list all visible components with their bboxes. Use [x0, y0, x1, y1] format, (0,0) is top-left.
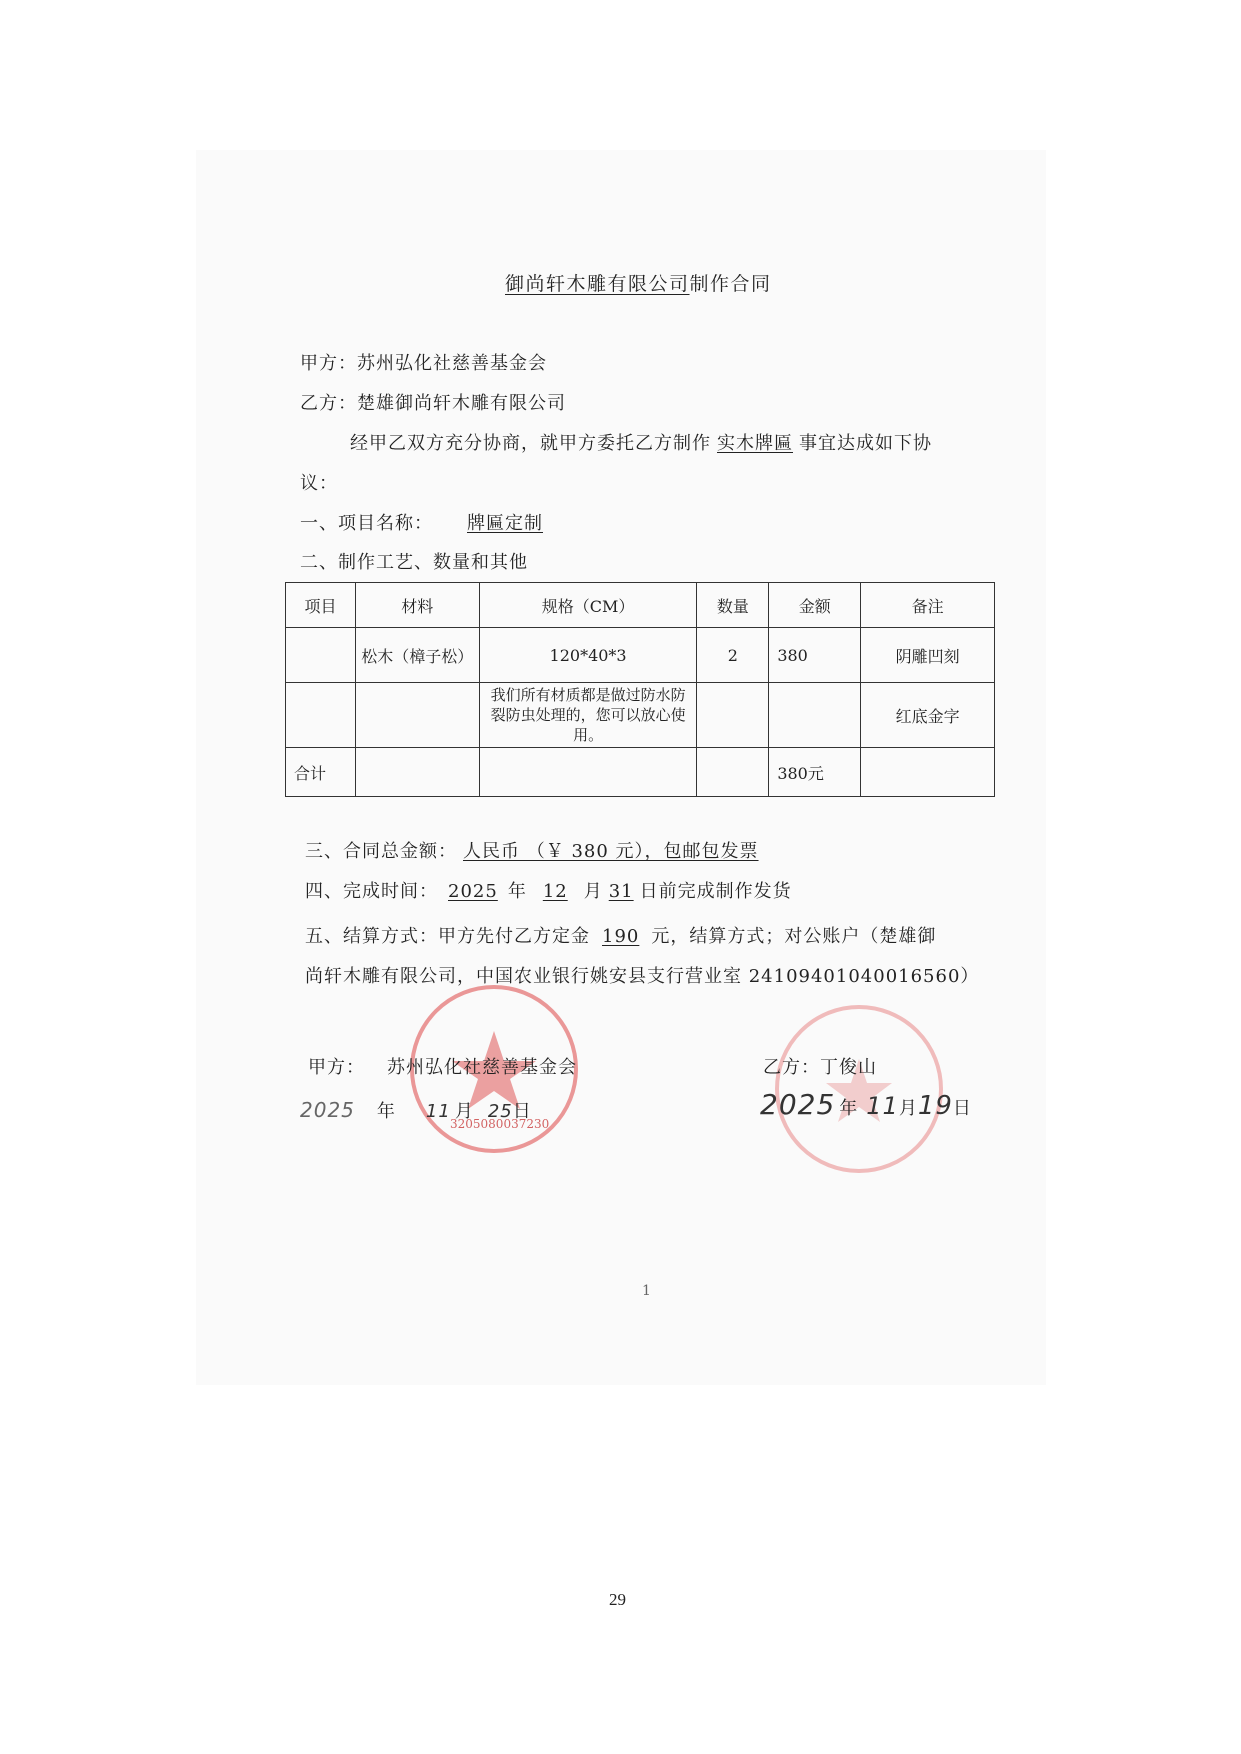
signature-a-day-unit: 日 — [512, 1101, 532, 1122]
party-a-line: 甲方：苏州弘化社慈善基金会 — [300, 353, 547, 374]
table-row — [286, 683, 995, 748]
signature-a-month-unit: 月 — [454, 1101, 474, 1122]
section3-value: 人民币 （￥ 380 元），包邮包发票 — [463, 841, 759, 862]
inner-page-mark: 1 — [642, 1283, 651, 1299]
table-cell: 阴雕凹刻 — [861, 628, 995, 683]
table-cell: 2 — [697, 628, 769, 683]
section1-value: 牌匾定制 — [467, 513, 543, 534]
table-cell: 380元 — [769, 748, 861, 797]
table-cell — [861, 748, 995, 797]
party-b-line: 乙方：楚雄御尚轩木雕有限公司 — [300, 393, 566, 414]
table-cell: 松木（樟子松） — [355, 628, 479, 683]
section4-label: 四、完成时间： — [305, 881, 438, 902]
signature-a-day: 25 — [487, 1101, 513, 1122]
contract-title — [505, 272, 772, 296]
signature-a-date — [300, 1098, 532, 1124]
section5-line2: 尚轩木雕有限公司，中国农业银行姚安县支行营业室 24109401040016560） — [305, 966, 980, 987]
signature-b-month: 11 — [866, 1092, 899, 1120]
table-row — [286, 628, 995, 683]
intro-item: 实木牌匾 — [717, 433, 793, 454]
signature-b-label: 乙方： — [763, 1057, 820, 1078]
section5-label: 五、结算方式： — [305, 926, 438, 947]
signature-b-month-unit: 月 — [898, 1098, 918, 1119]
section3 — [305, 840, 759, 864]
table-header-cell: 规格（CM） — [479, 583, 697, 628]
table-cell-note: 我们所有材质都是做过防水防裂防虫处理的，您可以放心使用。 — [479, 683, 697, 748]
table-header-cell: 数量 — [697, 583, 769, 628]
party-a-stamp-code: 3205080037230 — [450, 1117, 550, 1131]
intro-after: 事宜达成如下协 — [799, 433, 932, 454]
signature-a-label: 甲方： — [308, 1057, 365, 1078]
signature-b-name: 丁俊山 — [820, 1057, 877, 1078]
section5-deposit: 190 — [602, 926, 640, 947]
section3-label: 三、合同总金额： — [305, 841, 457, 862]
intro-before: 经甲乙双方充分协商，就甲方委托乙方制作 — [350, 433, 711, 454]
section4-month: 12 — [542, 881, 568, 902]
table-cell — [286, 628, 356, 683]
table-cell: 合计 — [286, 748, 356, 797]
table-cell — [355, 683, 479, 748]
title-suffix: 制作合同 — [689, 273, 772, 295]
section5-text1: 甲方先付乙方定金 — [438, 926, 590, 947]
table-cell — [769, 683, 861, 748]
signature-a-year: 2025 — [300, 1098, 355, 1122]
signature-b-day-unit: 日 — [952, 1098, 972, 1119]
section4-year: 2025 — [448, 881, 498, 902]
signature-b-year-unit: 年 — [839, 1098, 859, 1119]
section4-day: 31 — [608, 881, 634, 902]
table-cell — [355, 748, 479, 797]
signature-b — [763, 1056, 877, 1080]
table-cell — [697, 748, 769, 797]
table-cell: 120*40*3 — [479, 628, 697, 683]
table-cell: 红底金字 — [861, 683, 995, 748]
section2: 二、制作工艺、数量和其他 — [300, 552, 528, 573]
section5 — [305, 925, 936, 949]
table-header-cell: 备注 — [861, 583, 995, 628]
section1 — [300, 512, 571, 536]
signature-a-year-unit: 年 — [376, 1101, 396, 1122]
intro-line — [350, 432, 932, 456]
items-table — [285, 582, 995, 797]
table-header-cell: 材料 — [355, 583, 479, 628]
signature-b-day: 19 — [917, 1091, 953, 1121]
page-number: 29 — [609, 1590, 626, 1609]
table-header-cell: 金额 — [769, 583, 861, 628]
signature-a-name: 苏州弘化社慈善基金会 — [387, 1057, 577, 1078]
section4 — [305, 880, 792, 904]
table-cell: 380 — [769, 628, 861, 683]
table-header-row — [286, 583, 995, 628]
section5-text2: 元，结算方式；对公账户（楚雄御 — [651, 926, 937, 947]
section4-suffix: 日前完成制作发货 — [639, 881, 792, 902]
signature-b-year: 2025 — [760, 1088, 836, 1121]
signature-b-date — [760, 1088, 972, 1121]
table-cell — [697, 683, 769, 748]
signature-a-month: 11 — [425, 1101, 451, 1122]
section1-label: 一、项目名称： — [300, 513, 433, 534]
intro-wrap: 议： — [300, 473, 338, 494]
signature-a — [308, 1056, 577, 1080]
section4-year-unit: 年 — [507, 881, 527, 902]
table-header-cell: 项目 — [286, 583, 356, 628]
table-total-row — [286, 748, 995, 797]
title-company: 御尚轩木雕有限公司 — [505, 273, 690, 295]
table-cell — [479, 748, 697, 797]
section4-month-unit: 月 — [583, 881, 603, 902]
table-cell — [286, 683, 356, 748]
